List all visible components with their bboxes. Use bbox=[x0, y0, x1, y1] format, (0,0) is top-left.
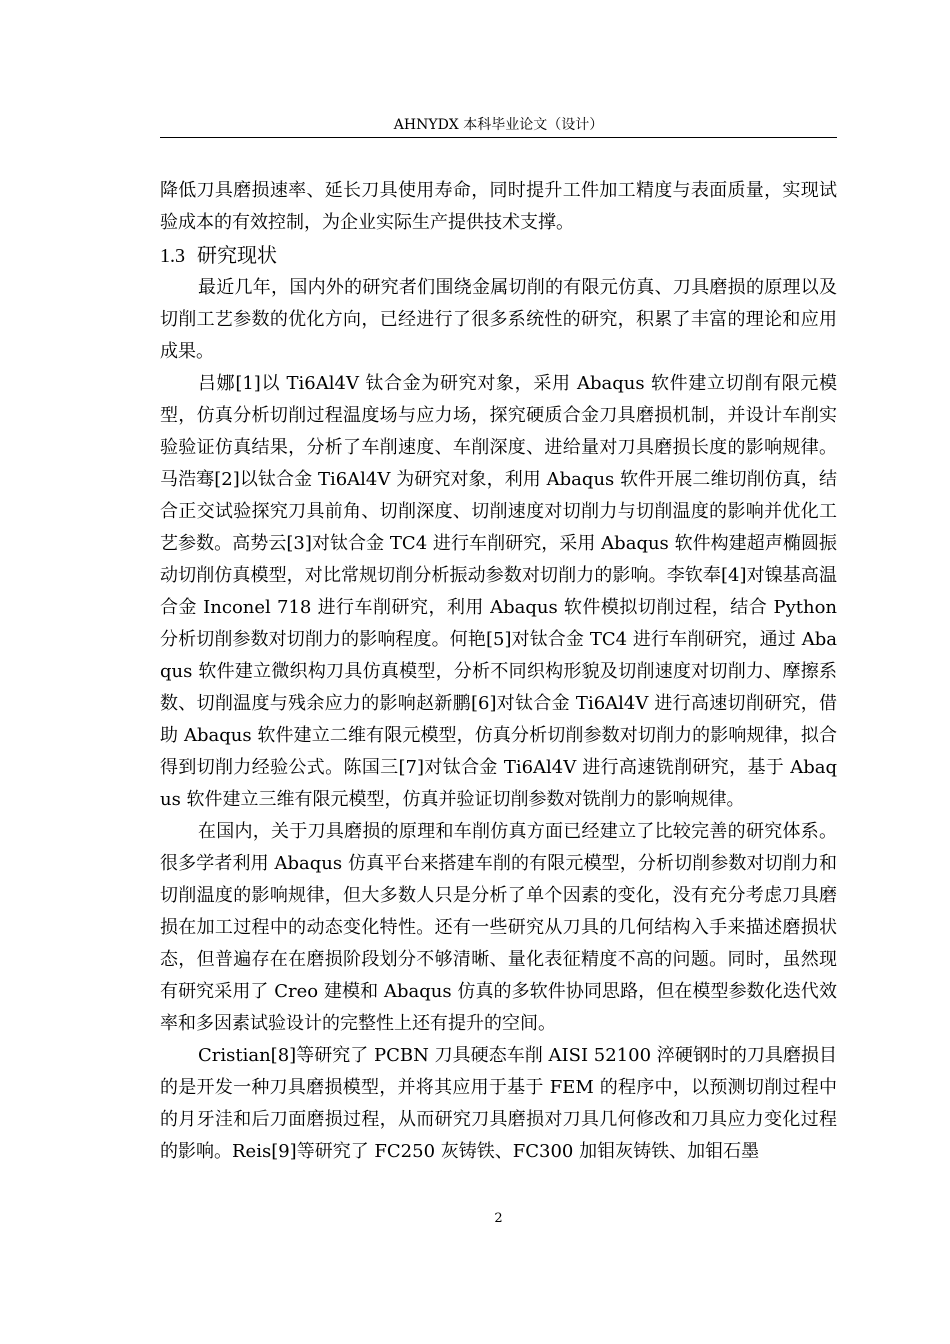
paragraph-foreign-studies: Cristian[8]等研究了 PCBN 刀具硬态车削 AISI 52100 淬硬钢时的刀具磨损目的是开发一种刀具磨损模型，并将其应用于基于 FEM 的程序中，以预测切削过程中的月牙洼和后刀面磨损过程，从而研究刀具磨损对刀具几何修改和刀具应力变化过程的影响。Reis[9]等研究了 FC250 灰铸铁、FC300 加钼灰铸铁、加钼石墨 bbox=[160, 1045, 837, 1162]
continuation-paragraph: 降低刀具磨损速率、延长刀具使用寿命，同时提升工件加工精度与表面质量，实现试验成本的有效控制，为企业实际生产提供技术支撑。 bbox=[160, 180, 837, 233]
paragraph-intro: 最近几年，国内外的研究者们围绕金属切削的有限元仿真、刀具磨损的原理以及切削工艺参数的优化方向，已经进行了很多系统性的研究，积累了丰富的理论和应用成果。 bbox=[160, 277, 837, 362]
running-header: AHNYDX 本科毕业论文（设计） bbox=[393, 117, 604, 133]
page-number: 2 bbox=[494, 1211, 503, 1226]
section-heading bbox=[160, 239, 837, 272]
body-text bbox=[160, 175, 837, 1168]
section-title: 研究现状 bbox=[197, 243, 277, 267]
header-rule bbox=[160, 137, 837, 138]
paragraph-domestic-studies: 吕娜[1]以 Ti6Al4V 钛合金为研究对象，采用 Abaqus 软件建立切削有限元模型，仿真分析切削过程温度场与应力场，探究硬质合金刀具磨损机制，并设计车削实验验证仿真结果，分析了车削速度、车削深度、进给量对刀具磨损长度的影响规律。马浩骞[2]以钛合金 Ti6Al4V 为研究对象，利用 Abaqus 软件开展二维切削仿真，结合正交试验探究刀具前角、切削深度、切削速度对切削力与切削温度的影响并优化工艺参数。高势云[3]对钛合金 TC4 进行车削研究，采用 Abaqus 软件构建超声椭圆振动切削仿真模型，对比常规切削分析振动参数对切削力的影响。李钦奉[4]对镍基高温合金 Inconel 718 进行车削研究，利用 Abaqus 软件模拟切削过程，结合 Python 分析切削参数对切削力的影响程度。何艳[5]对钛合金 TC4 进行车削研究，通过 Abaqus 软件建立微织构刀具仿真模型，分析不同织构形貌及切削速度对切削力、摩擦系数、切削温度与残余应力的影响赵新鹏[6]对钛合金 Ti6Al4V 进行高速切削研究，借助 Abaqus 软件建立二维有限元模型，仿真分析切削参数对切削力的影响规律，拟合得到切削力经验公式。陈国三[7]对钛合金 Ti6Al4V 进行高速铣削研究，基于 Abaqus 软件建立三维有限元模型，仿真并验证切削参数对铣削力的影响规律。 bbox=[160, 373, 837, 810]
paragraph-domestic-summary: 在国内，关于刀具磨损的原理和车削仿真方面已经建立了比较完善的研究体系。很多学者利用 Abaqus 仿真平台来搭建车削的有限元模型，分析切削参数对切削力和切削温度的影响规律，但大多数人只是分析了单个因素的变化，没有充分考虑刀具磨损在加工过程中的动态变化特性。还有一些研究从刀具的几何结构入手来描述磨损状态，但普遍存在在磨损阶段划分不够清晰、量化表征精度不高的问题。同时，虽然现有研究采用了 Creo 建模和 Abaqus 仿真的多软件协同思路，但在模型参数化迭代效率和多因素试验设计的完整性上还有提升的空间。 bbox=[160, 821, 837, 1034]
section-number: 1.3 bbox=[160, 245, 185, 267]
